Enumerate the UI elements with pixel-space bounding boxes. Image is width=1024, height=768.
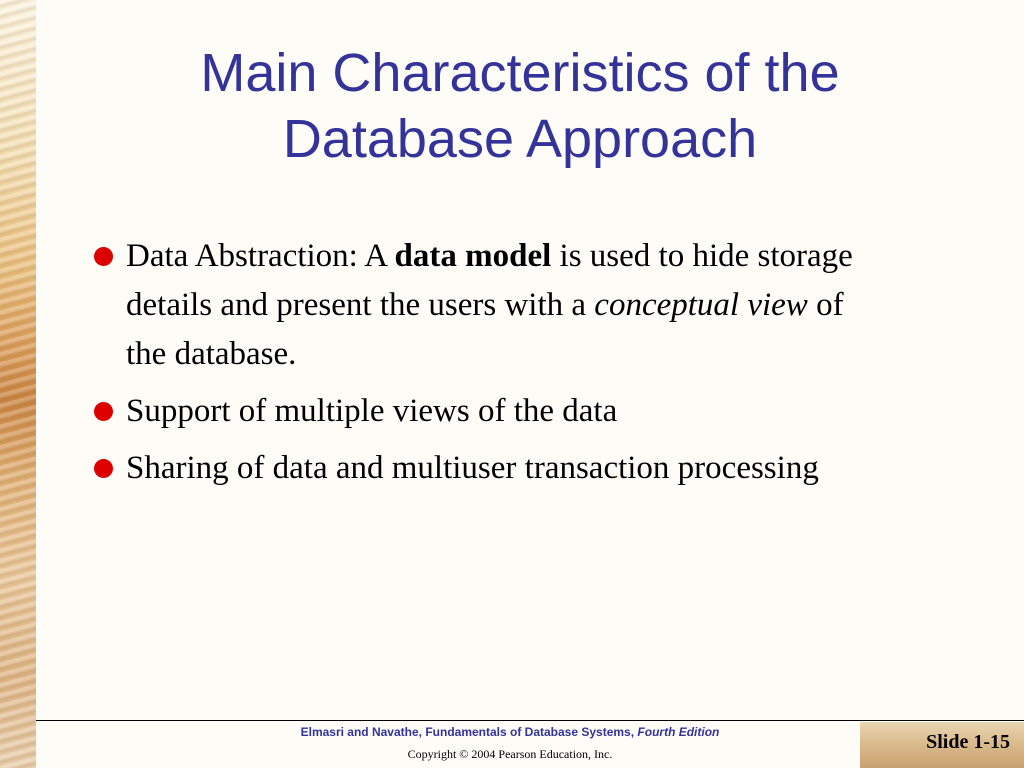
bullet-list <box>90 232 890 501</box>
footer-divider <box>36 720 1024 721</box>
decorative-sand-strip <box>0 0 36 768</box>
bullet-dot-icon <box>94 459 113 478</box>
bullet-dot-icon <box>94 402 113 421</box>
slide-number: Slide 1-15 <box>926 731 1010 753</box>
bullet-text: Support of multiple views of the data <box>126 393 618 429</box>
slide-title-line-1: Main Characteristics of the <box>200 43 840 103</box>
bullet-bold-term: data model <box>394 238 552 274</box>
slide-title <box>60 40 980 172</box>
bullet-item-data-abstraction <box>90 232 890 379</box>
bullet-dot-icon <box>94 247 113 266</box>
bullet-text-part: of the database. <box>126 287 844 372</box>
footer-credit <box>240 724 780 740</box>
bullet-text: Sharing of data and multiuser transaction processing <box>126 450 819 486</box>
footer-edition: Fourth Edition <box>637 725 720 739</box>
bullet-item-multiple-views <box>90 387 890 436</box>
bullet-text-part: is used to hide storage details and present the users with a <box>126 238 853 323</box>
footer-credit-text: Elmasri and Navathe, Fundamentals of Database Systems, <box>300 725 638 739</box>
footer-copyright: Copyright © 2004 Pearson Education, Inc. <box>407 747 613 761</box>
slide-title-line-2: Database Approach <box>282 109 758 169</box>
bullet-text-part: Data Abstraction: A <box>126 238 395 274</box>
bullet-item-sharing-data <box>90 444 890 493</box>
bullet-italic-term: conceptual view <box>594 287 808 323</box>
